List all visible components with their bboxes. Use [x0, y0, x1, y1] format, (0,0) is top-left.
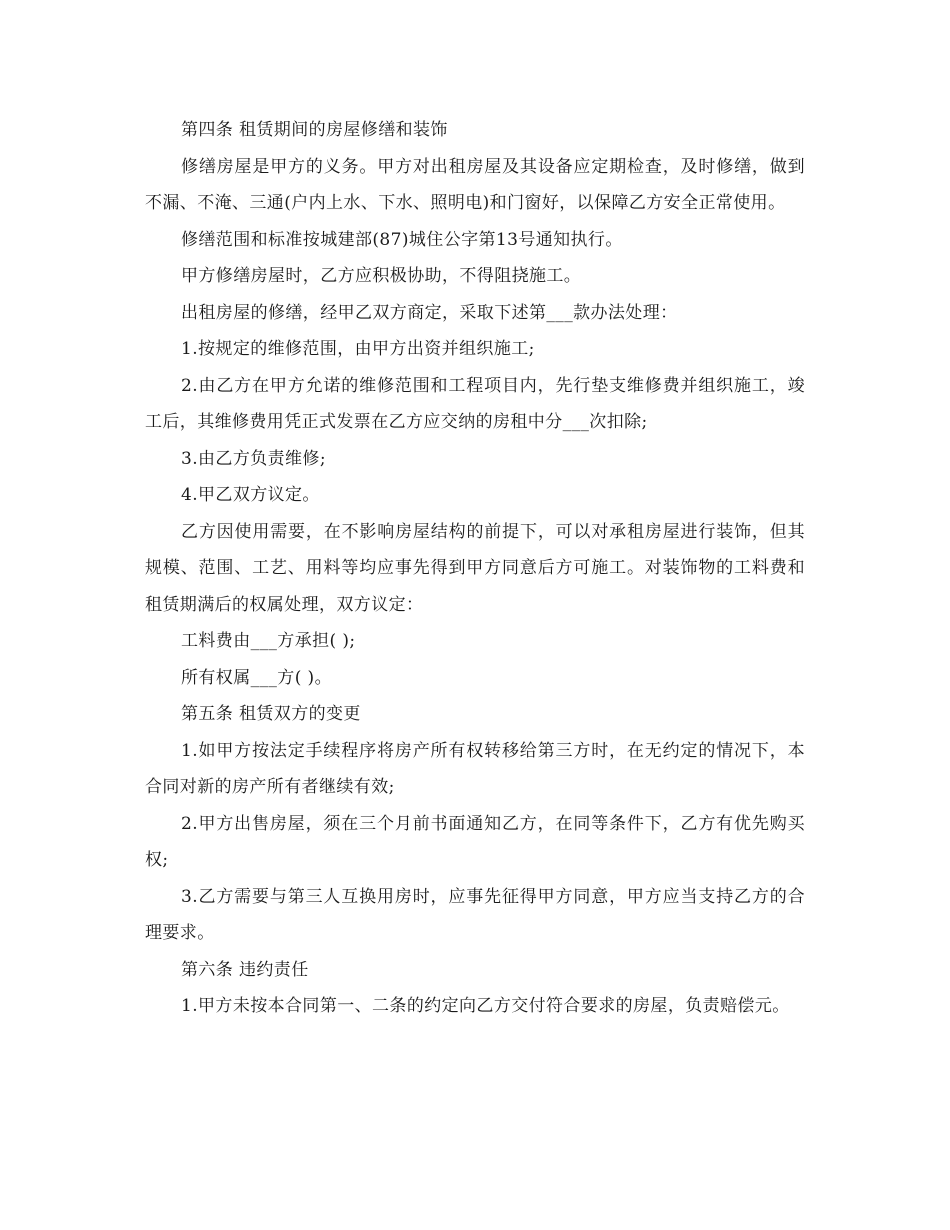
paragraph-decoration: 乙方因使用需要，在不影响房屋结构的前提下，可以对承租房屋进行装饰，但其规模、范围、工艺、用料等均应事先得到甲方同意后方可施工。对装饰物的工料费和租赁期满后的权属处理，双方议定： — [145, 521, 805, 615]
paragraph-repair-duty: 修缮房屋是甲方的义务。甲方对出租房屋及其设备应定期检查，及时修缮，做到不漏、不淹、三通(户内上水、下水、照明电)和门窗好，以保障乙方安全正常使用。 — [145, 156, 805, 213]
list-item-1: 1.按规定的维修范围，由甲方出资并组织施工; — [181, 339, 535, 359]
list-item-1: 1.甲方未按本合同第一、二条的约定向乙方交付符合要求的房屋，负责赔偿元。 — [181, 996, 790, 1016]
list-item-3: 3.由乙方负责维修; — [181, 448, 326, 469]
list-item-3: 3.乙方需要与第三人互换用房时，应事先征得甲方同意，甲方应当支持乙方的合理要求。 — [145, 886, 805, 943]
article-5-heading: 第五条 租赁双方的变更 — [181, 704, 361, 724]
paragraph-repair-cooperation: 甲方修缮房屋时，乙方应积极协助，不得阻挠施工。 — [181, 266, 582, 286]
paragraph-material-cost: 工料费由___方承担( ); — [181, 631, 356, 651]
document-page — [145, 112, 805, 1025]
paragraph-ownership: 所有权属___方( )。 — [181, 667, 332, 688]
article-6-heading: 第六条 违约责任 — [181, 959, 309, 980]
list-item-1: 1.如甲方按法定手续程序将房产所有权转移给第三方时，在无约定的情况下，本合同对新的房产所有者继续有效; — [145, 740, 805, 797]
article-4-heading: 第四条 租赁期间的房屋修缮和装饰 — [181, 120, 448, 140]
paragraph-repair-method: 出租房屋的修缮，经甲乙双方商定，采取下述第___款办法处理： — [181, 302, 678, 323]
list-item-2: 2.甲方出售房屋，须在三个月前书面通知乙方，在同等条件下，乙方有优先购买权; — [145, 813, 805, 870]
list-item-2: 2.由乙方在甲方允诺的维修范围和工程项目内，先行垫支维修费并组织施工，竣工后，其维修费用凭正式发票在乙方应交纳的房租中分___次扣除; — [145, 375, 805, 432]
list-item-4: 4.甲乙双方议定。 — [181, 485, 320, 505]
paragraph-repair-scope: 修缮范围和标准按城建部(87)城住公字第13号通知执行。 — [181, 229, 623, 250]
